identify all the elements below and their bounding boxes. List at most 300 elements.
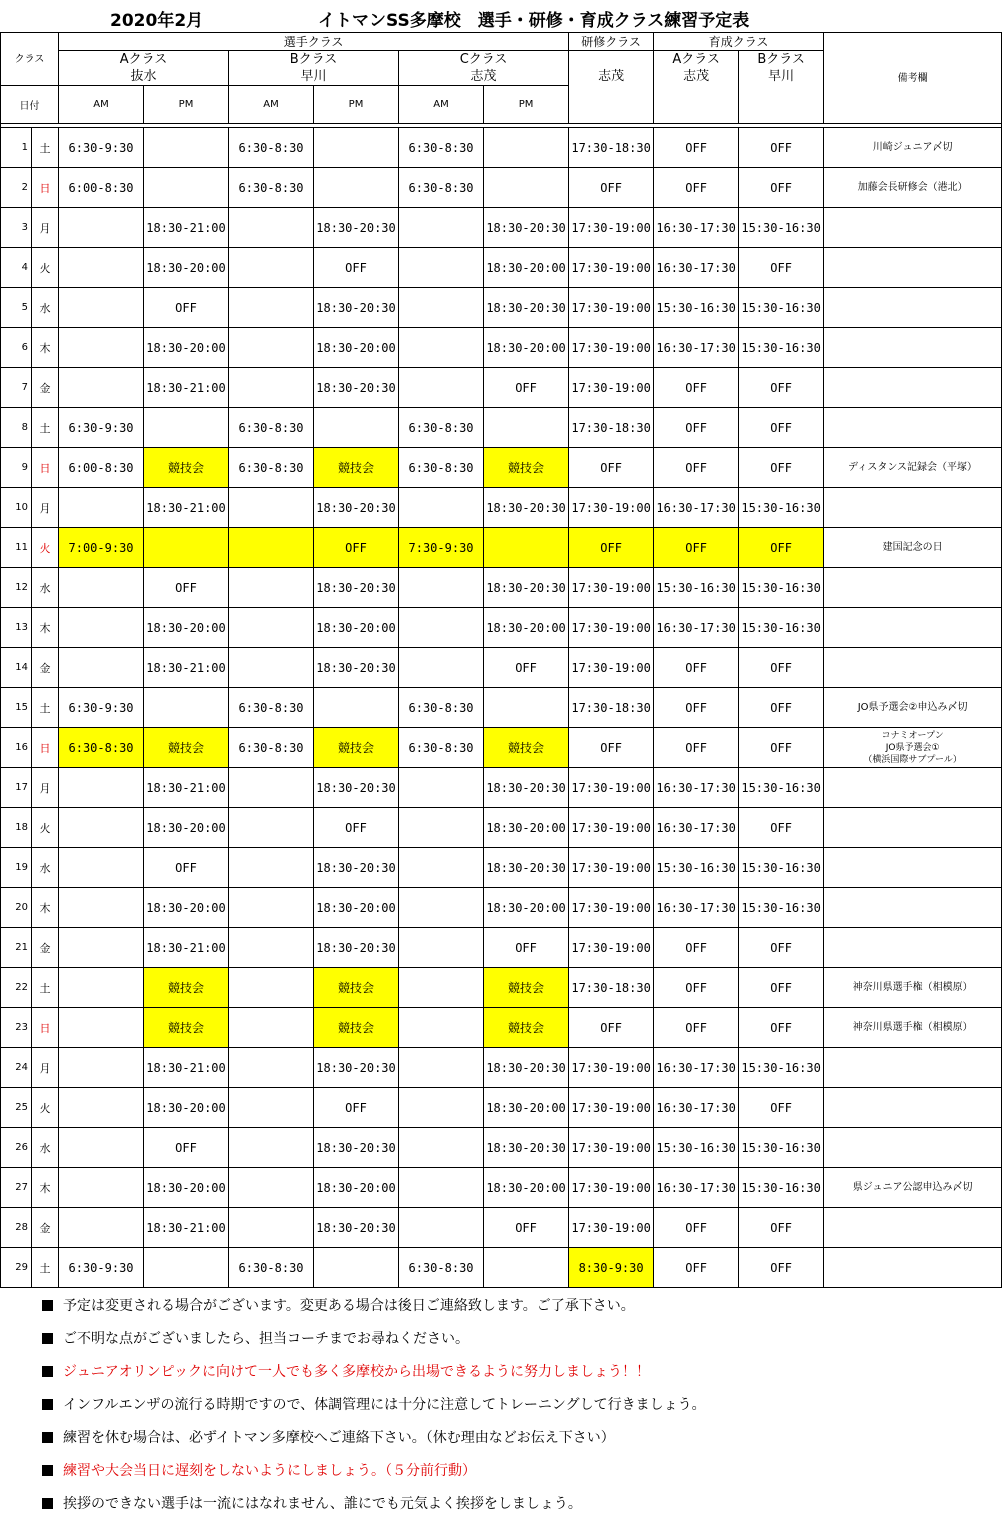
schedule-cell <box>59 848 144 888</box>
schedule-cell: 6:30-8:30 <box>399 408 484 448</box>
schedule-cell: OFF <box>739 648 824 688</box>
schedule-cell: OFF <box>739 528 824 568</box>
remarks-cell <box>824 728 1002 768</box>
remarks-line: 川崎ジュニア〆切 <box>872 141 953 153</box>
schedule-cell: 18:30-21:00 <box>144 768 229 808</box>
day-number: 24 <box>1 1048 32 1088</box>
schedule-cell: 18:30-20:30 <box>314 1048 399 1088</box>
schedule-cell <box>229 968 314 1008</box>
day-number: 23 <box>1 1008 32 1048</box>
day-of-week: 日 <box>32 448 59 488</box>
remarks-header: 備考欄 <box>824 33 1002 124</box>
schedule-cell: 6:30-8:30 <box>399 128 484 168</box>
schedule-cell: 6:30-8:30 <box>229 408 314 448</box>
day-of-week: 火 <box>32 1088 59 1128</box>
remarks-cell <box>824 448 1002 488</box>
table-row <box>1 528 1002 568</box>
schedule-table <box>0 32 1002 1288</box>
table-row <box>1 648 1002 688</box>
remarks-cell <box>824 1168 1002 1208</box>
schedule-cell: OFF <box>314 248 399 288</box>
schedule-cell: 6:30-9:30 <box>59 128 144 168</box>
day-of-week: 土 <box>32 688 59 728</box>
schedule-cell: 8:30-9:30 <box>569 1248 654 1288</box>
day-of-week: 月 <box>32 208 59 248</box>
day-number: 5 <box>1 288 32 328</box>
schedule-cell: 6:30-8:30 <box>399 448 484 488</box>
schedule-cell: OFF <box>739 448 824 488</box>
day-number: 29 <box>1 1248 32 1288</box>
square-bullet-icon <box>42 1300 53 1311</box>
remarks-cell <box>824 208 1002 248</box>
day-of-week: 水 <box>32 288 59 328</box>
schedule-cell <box>229 928 314 968</box>
schedule-cell: OFF <box>314 1088 399 1128</box>
schedule-cell: 17:30-19:00 <box>569 1208 654 1248</box>
schedule-cell: 6:30-9:30 <box>59 1248 144 1288</box>
schedule-cell: 6:00-8:30 <box>59 168 144 208</box>
day-number: 13 <box>1 608 32 648</box>
schedule-cell: 18:30-21:00 <box>144 1048 229 1088</box>
schedule-cell: 6:30-8:30 <box>399 1248 484 1288</box>
schedule-cell: 18:30-20:00 <box>484 1168 569 1208</box>
month-title: 2020年2月 <box>110 11 204 31</box>
schedule-cell: OFF <box>739 1008 824 1048</box>
schedule-cell <box>229 368 314 408</box>
day-of-week: 金 <box>32 928 59 968</box>
schedule-cell <box>229 1168 314 1208</box>
schedule-cell: 15:30-16:30 <box>739 1128 824 1168</box>
schedule-cell: 15:30-16:30 <box>739 568 824 608</box>
schedule-cell: 15:30-16:30 <box>739 328 824 368</box>
schedule-cell <box>399 488 484 528</box>
schedule-cell: OFF <box>484 368 569 408</box>
schedule-cell: 18:30-20:30 <box>484 1048 569 1088</box>
schedule-cell: 16:30-17:30 <box>654 808 739 848</box>
schedule-cell <box>59 1048 144 1088</box>
schedule-cell <box>399 1128 484 1168</box>
schedule-cell: 17:30-19:00 <box>569 1128 654 1168</box>
table-row <box>1 1248 1002 1288</box>
schedule-cell: OFF <box>314 808 399 848</box>
schedule-cell <box>144 1248 229 1288</box>
table-row <box>1 248 1002 288</box>
table-row <box>1 888 1002 928</box>
schedule-cell: 18:30-20:30 <box>314 288 399 328</box>
schedule-cell: 16:30-17:30 <box>654 208 739 248</box>
schedule-cell <box>484 128 569 168</box>
remarks-cell <box>824 248 1002 288</box>
schedule-cell <box>314 128 399 168</box>
table-row <box>1 608 1002 648</box>
day-number: 9 <box>1 448 32 488</box>
schedule-cell <box>59 1168 144 1208</box>
remarks-cell <box>824 768 1002 808</box>
schedule-cell: 18:30-20:30 <box>484 1128 569 1168</box>
remarks-cell <box>824 808 1002 848</box>
schedule-cell: 18:30-20:30 <box>484 768 569 808</box>
schedule-cell: OFF <box>484 928 569 968</box>
schedule-cell: 15:30-16:30 <box>739 608 824 648</box>
day-number: 19 <box>1 848 32 888</box>
day-of-week: 日 <box>32 168 59 208</box>
remarks-cell <box>824 1128 1002 1168</box>
schedule-cell <box>59 808 144 848</box>
square-bullet-icon <box>42 1399 53 1410</box>
remarks-cell <box>824 408 1002 448</box>
remarks-cell <box>824 688 1002 728</box>
schedule-cell <box>59 608 144 648</box>
table-row <box>1 848 1002 888</box>
remarks-cell <box>824 848 1002 888</box>
schedule-cell: 17:30-18:30 <box>569 968 654 1008</box>
schedule-cell: 15:30-16:30 <box>739 848 824 888</box>
table-row <box>1 968 1002 1008</box>
schedule-cell <box>59 488 144 528</box>
schedule-cell: OFF <box>484 648 569 688</box>
table-row <box>1 928 1002 968</box>
schedule-cell: 16:30-17:30 <box>654 888 739 928</box>
ikusei-b-header: Bクラス 早川 <box>739 51 824 124</box>
schedule-cell <box>399 248 484 288</box>
table-row <box>1 1008 1002 1048</box>
table-row <box>1 808 1002 848</box>
schedule-cell <box>399 608 484 648</box>
schedule-cell: 18:30-20:00 <box>484 888 569 928</box>
schedule-cell: 競技会 <box>314 968 399 1008</box>
pm-header: PM <box>314 86 399 124</box>
day-number: 1 <box>1 128 32 168</box>
schedule-cell: OFF <box>654 408 739 448</box>
table-row <box>1 688 1002 728</box>
schedule-cell: 18:30-20:00 <box>314 328 399 368</box>
schedule-cell: 18:30-20:00 <box>484 328 569 368</box>
schedule-cell <box>229 488 314 528</box>
day-of-week: 火 <box>32 248 59 288</box>
schedule-cell: 15:30-16:30 <box>654 568 739 608</box>
schedule-cell: OFF <box>654 968 739 1008</box>
schedule-cell <box>59 888 144 928</box>
schedule-cell <box>229 848 314 888</box>
square-bullet-icon <box>42 1432 53 1443</box>
schedule-cell <box>229 568 314 608</box>
schedule-cell: OFF <box>654 528 739 568</box>
schedule-cell: 17:30-19:00 <box>569 888 654 928</box>
remarks-line: 県ジュニア公認申込み〆切 <box>852 1181 973 1193</box>
schedule-cell <box>59 928 144 968</box>
day-of-week: 土 <box>32 968 59 1008</box>
schedule-cell <box>144 688 229 728</box>
schedule-cell: OFF <box>654 1208 739 1248</box>
schedule-cell: 17:30-19:00 <box>569 808 654 848</box>
remarks-cell <box>824 288 1002 328</box>
schedule-cell: 17:30-19:00 <box>569 648 654 688</box>
schedule-cell: 17:30-18:30 <box>569 408 654 448</box>
schedule-cell <box>229 1208 314 1248</box>
schedule-cell <box>59 328 144 368</box>
day-number: 10 <box>1 488 32 528</box>
schedule-cell: 競技会 <box>484 968 569 1008</box>
schedule-cell: 18:30-20:00 <box>144 608 229 648</box>
remarks-cell <box>824 488 1002 528</box>
schedule-cell: 16:30-17:30 <box>654 328 739 368</box>
schedule-cell: 15:30-16:30 <box>739 888 824 928</box>
day-of-week: 日 <box>32 728 59 768</box>
schedule-cell: 6:30-8:30 <box>399 688 484 728</box>
schedule-cell <box>59 1088 144 1128</box>
schedule-cell: OFF <box>569 1008 654 1048</box>
schedule-cell: 競技会 <box>314 448 399 488</box>
schedule-cell <box>229 608 314 648</box>
remarks-cell <box>824 128 1002 168</box>
remarks-cell <box>824 968 1002 1008</box>
schedule-cell: 18:30-21:00 <box>144 208 229 248</box>
schedule-cell: 17:30-19:00 <box>569 928 654 968</box>
schedule-cell: 15:30-16:30 <box>739 1048 824 1088</box>
remarks-cell <box>824 1008 1002 1048</box>
schedule-cell: 15:30-16:30 <box>739 1168 824 1208</box>
schedule-cell: 18:30-20:00 <box>484 248 569 288</box>
day-number: 8 <box>1 408 32 448</box>
day-of-week: 土 <box>32 128 59 168</box>
schedule-cell: 17:30-19:00 <box>569 608 654 648</box>
remarks-cell <box>824 1248 1002 1288</box>
schedule-cell: 7:00-9:30 <box>59 528 144 568</box>
schedule-cell <box>484 168 569 208</box>
schedule-cell: 6:30-8:30 <box>229 1248 314 1288</box>
day-number: 6 <box>1 328 32 368</box>
schedule-cell: 競技会 <box>484 1008 569 1048</box>
day-of-week: 木 <box>32 1168 59 1208</box>
schedule-cell: OFF <box>144 848 229 888</box>
schedule-cell: 18:30-20:30 <box>314 488 399 528</box>
day-of-week: 月 <box>32 1048 59 1088</box>
footer-note <box>42 1323 992 1356</box>
footer-note <box>42 1422 992 1455</box>
schedule-cell: 6:00-8:30 <box>59 448 144 488</box>
schedule-cell: 18:30-21:00 <box>144 488 229 528</box>
footer-note-text: インフルエンザの流行る時期ですので、体調管理には十分に注意してトレーニングして行きましょう。 <box>63 1397 706 1413</box>
day-of-week: 木 <box>32 888 59 928</box>
square-bullet-icon <box>42 1366 53 1377</box>
schedule-cell: OFF <box>654 688 739 728</box>
schedule-cell <box>59 648 144 688</box>
schedule-cell: 16:30-17:30 <box>654 1168 739 1208</box>
day-of-week: 月 <box>32 488 59 528</box>
schedule-cell: 18:30-21:00 <box>144 368 229 408</box>
schedule-cell <box>229 1008 314 1048</box>
remarks-cell <box>824 328 1002 368</box>
footer-note-text: 練習を休む場合は、必ずイトマン多摩校へご連絡下さい。（休む理由などお伝え下さい） <box>63 1430 615 1446</box>
table-row <box>1 368 1002 408</box>
schedule-cell: 18:30-20:00 <box>314 888 399 928</box>
schedule-cell: 18:30-20:00 <box>484 608 569 648</box>
schedule-cell <box>229 1088 314 1128</box>
schedule-cell: OFF <box>144 568 229 608</box>
day-number: 15 <box>1 688 32 728</box>
schedule-cell: 18:30-20:30 <box>484 488 569 528</box>
schedule-cell <box>144 168 229 208</box>
schedule-cell <box>399 968 484 1008</box>
schedule-cell <box>314 688 399 728</box>
table-row <box>1 1168 1002 1208</box>
remarks-line: JO県予選会②申込み〆切 <box>857 701 968 713</box>
schedule-cell: 18:30-20:00 <box>484 808 569 848</box>
schedule-cell: OFF <box>739 808 824 848</box>
date-label: 日付 <box>1 86 59 124</box>
schedule-cell: 競技会 <box>484 448 569 488</box>
schedule-cell <box>399 808 484 848</box>
schedule-cell: 17:30-19:00 <box>569 1048 654 1088</box>
schedule-cell: 17:30-19:00 <box>569 1088 654 1128</box>
remarks-cell <box>824 1208 1002 1248</box>
schedule-cell: 18:30-20:30 <box>314 928 399 968</box>
day-of-week: 火 <box>32 808 59 848</box>
kenshu-coach-header: 志茂 <box>569 51 654 124</box>
day-of-week: 水 <box>32 568 59 608</box>
day-number: 26 <box>1 1128 32 1168</box>
table-row <box>1 168 1002 208</box>
day-number: 14 <box>1 648 32 688</box>
schedule-cell: 18:30-20:00 <box>144 328 229 368</box>
schedule-cell <box>59 368 144 408</box>
remarks-line: JO県予選会① <box>885 742 940 753</box>
schedule-cell: 18:30-20:00 <box>314 608 399 648</box>
schedule-cell: 15:30-16:30 <box>654 848 739 888</box>
pm-header: PM <box>484 86 569 124</box>
schedule-cell: 17:30-19:00 <box>569 248 654 288</box>
schedule-cell <box>399 1088 484 1128</box>
footer-note <box>42 1488 992 1521</box>
table-row <box>1 568 1002 608</box>
day-of-week: 土 <box>32 1248 59 1288</box>
remarks-line: 神奈川県選手権（相模原） <box>852 981 973 993</box>
pm-header: PM <box>144 86 229 124</box>
table-row <box>1 408 1002 448</box>
day-number: 3 <box>1 208 32 248</box>
schedule-cell <box>399 768 484 808</box>
schedule-cell <box>59 208 144 248</box>
footer-note <box>42 1356 992 1389</box>
schedule-cell <box>229 328 314 368</box>
table-row <box>1 1048 1002 1088</box>
footer-note <box>42 1455 992 1488</box>
day-of-week: 土 <box>32 408 59 448</box>
schedule-cell: OFF <box>739 728 824 768</box>
schedule-cell <box>314 408 399 448</box>
schedule-cell: 18:30-20:30 <box>314 768 399 808</box>
table-row <box>1 1208 1002 1248</box>
schedule-cell: OFF <box>739 128 824 168</box>
day-number: 17 <box>1 768 32 808</box>
remarks-line: 神奈川県選手権（相模原） <box>852 1021 973 1033</box>
schedule-cell: OFF <box>739 1248 824 1288</box>
schedule-cell: OFF <box>144 288 229 328</box>
schedule-cell: OFF <box>144 1128 229 1168</box>
schedule-cell: 18:30-20:00 <box>144 888 229 928</box>
schedule-cell: 18:30-20:30 <box>314 848 399 888</box>
schedule-cell: 6:30-8:30 <box>399 728 484 768</box>
schedule-cell <box>399 1048 484 1088</box>
senshu-b-header: Bクラス 早川 <box>229 51 399 86</box>
schedule-cell <box>484 1248 569 1288</box>
ikusei-group-header: 育成クラス <box>654 33 824 51</box>
schedule-cell: 7:30-9:30 <box>399 528 484 568</box>
schedule-cell <box>399 568 484 608</box>
footer-note-text: ご不明な点がございましたら、担当コーチまでお尋ねください。 <box>63 1331 469 1347</box>
schedule-cell: 17:30-19:00 <box>569 288 654 328</box>
schedule-cell <box>399 648 484 688</box>
schedule-cell: 18:30-20:30 <box>484 208 569 248</box>
schedule-cell: 競技会 <box>144 448 229 488</box>
schedule-cell <box>229 528 314 568</box>
day-number: 20 <box>1 888 32 928</box>
schedule-cell: 6:30-8:30 <box>229 688 314 728</box>
day-number: 27 <box>1 1168 32 1208</box>
schedule-cell <box>59 768 144 808</box>
schedule-cell: 15:30-16:30 <box>739 768 824 808</box>
schedule-cell <box>144 528 229 568</box>
schedule-cell: 17:30-19:00 <box>569 328 654 368</box>
remarks-cell <box>824 168 1002 208</box>
schedule-cell: 16:30-17:30 <box>654 1048 739 1088</box>
schedule-cell: 18:30-20:30 <box>484 288 569 328</box>
schedule-cell: 6:30-8:30 <box>229 448 314 488</box>
schedule-cell: 18:30-20:00 <box>314 1168 399 1208</box>
remarks-cell <box>824 928 1002 968</box>
schedule-cell <box>229 208 314 248</box>
schedule-cell <box>484 528 569 568</box>
schedule-cell: 競技会 <box>484 728 569 768</box>
schedule-cell: 18:30-20:00 <box>144 808 229 848</box>
schedule-cell <box>229 808 314 848</box>
schedule-cell: 18:30-20:00 <box>484 1088 569 1128</box>
schedule-cell: OFF <box>654 928 739 968</box>
schedule-cell: 18:30-20:30 <box>314 648 399 688</box>
schedule-cell: OFF <box>569 448 654 488</box>
footer-note <box>42 1389 992 1422</box>
schedule-cell: 15:30-16:30 <box>739 288 824 328</box>
schedule-cell: 6:30-9:30 <box>59 408 144 448</box>
schedule-cell: OFF <box>569 728 654 768</box>
schedule-cell: 17:30-18:30 <box>569 688 654 728</box>
schedule-cell: 18:30-20:00 <box>144 1168 229 1208</box>
schedule-cell <box>399 1208 484 1248</box>
remarks-cell <box>824 888 1002 928</box>
schedule-cell <box>144 128 229 168</box>
schedule-cell: OFF <box>569 528 654 568</box>
am-header: AM <box>59 86 144 124</box>
remarks-line: ディスタンス記録会（平塚） <box>848 461 978 473</box>
schedule-cell: 6:30-8:30 <box>399 168 484 208</box>
schedule-cell: 15:30-16:30 <box>739 208 824 248</box>
square-bullet-icon <box>42 1333 53 1344</box>
schedule-cell <box>59 248 144 288</box>
schedule-cell: OFF <box>739 688 824 728</box>
table-row <box>1 448 1002 488</box>
schedule-cell: 16:30-17:30 <box>654 768 739 808</box>
table-row <box>1 728 1002 768</box>
kenshu-group-header: 研修クラス <box>569 33 654 51</box>
schedule-cell <box>229 648 314 688</box>
footer-note-text: 練習や大会当日に遅刻をしないようにしましょう。（５分前行動） <box>63 1463 476 1479</box>
schedule-cell: OFF <box>739 1208 824 1248</box>
schedule-cell <box>399 928 484 968</box>
schedule-cell <box>59 568 144 608</box>
schedule-cell: 18:30-20:00 <box>144 248 229 288</box>
schedule-cell: 18:30-20:30 <box>484 568 569 608</box>
schedule-cell: 6:30-8:30 <box>229 168 314 208</box>
